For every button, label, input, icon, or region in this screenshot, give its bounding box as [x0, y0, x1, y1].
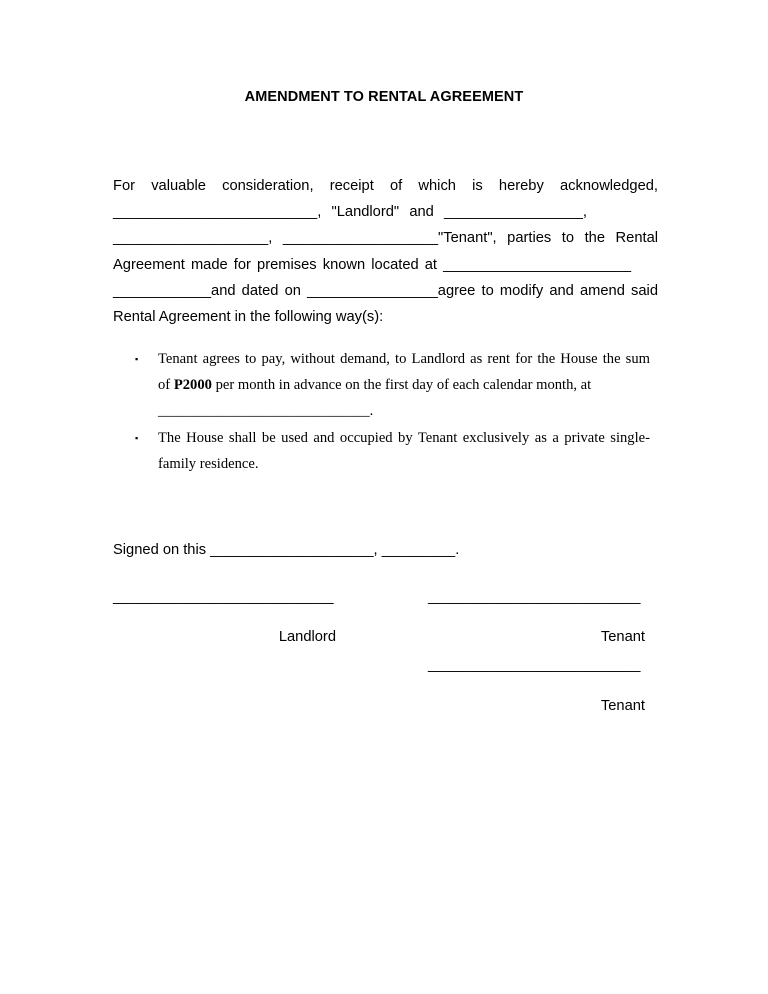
tenant-label-2: Tenant: [600, 698, 645, 714]
rent-amount: P2000: [173, 377, 212, 394]
signed-on-line: Signed on this ____________________, _________.: [113, 542, 460, 558]
bullet-icon: ▪: [135, 432, 139, 443]
consideration-paragraph: [113, 173, 658, 330]
landlord-label: Landlord: [278, 629, 336, 645]
list-item-line: family residence.: [158, 455, 259, 472]
list-item-line: Tenant agrees to pay, without demand, to Landlord as rent for the House the sum: [158, 351, 650, 367]
list-item: [135, 425, 650, 477]
paragraph-line: ____________and dated on ________________agree to modify and amend said: [113, 282, 658, 299]
paragraph-line: ___________________, ___________________"Tenant", parties to the Rental: [113, 230, 658, 247]
paragraph-line: Agreement made for premises known located at _______________________: [113, 256, 631, 273]
list-item-line: _____________________________.: [158, 403, 374, 420]
landlord-signature-line: ___________________________: [113, 589, 334, 605]
tenant-label-1: Tenant: [600, 629, 645, 645]
bullet-icon: ▪: [135, 354, 139, 364]
tenant-signature-line-1: __________________________: [428, 589, 641, 605]
paragraph-line: For valuable consideration, receipt of which is hereby acknowledged,: [113, 178, 658, 194]
document-title: AMENDMENT TO RENTAL AGREEMENT: [244, 89, 524, 105]
paragraph-line: _________________________, "Landlord" and _________________,: [113, 204, 587, 221]
list-item: [135, 346, 650, 425]
text: per month in advance on the first day of each calendar month, at: [211, 377, 592, 394]
list-item-line: [158, 372, 650, 398]
list-item-line: The House shall be used and occupied by Tenant exclusively as a private single-: [158, 429, 650, 446]
text: of: [158, 377, 174, 394]
paragraph-line: Rental Agreement in the following way(s):: [113, 308, 384, 325]
amendment-list: [135, 346, 650, 477]
tenant-signature-line-2: __________________________: [428, 657, 641, 673]
